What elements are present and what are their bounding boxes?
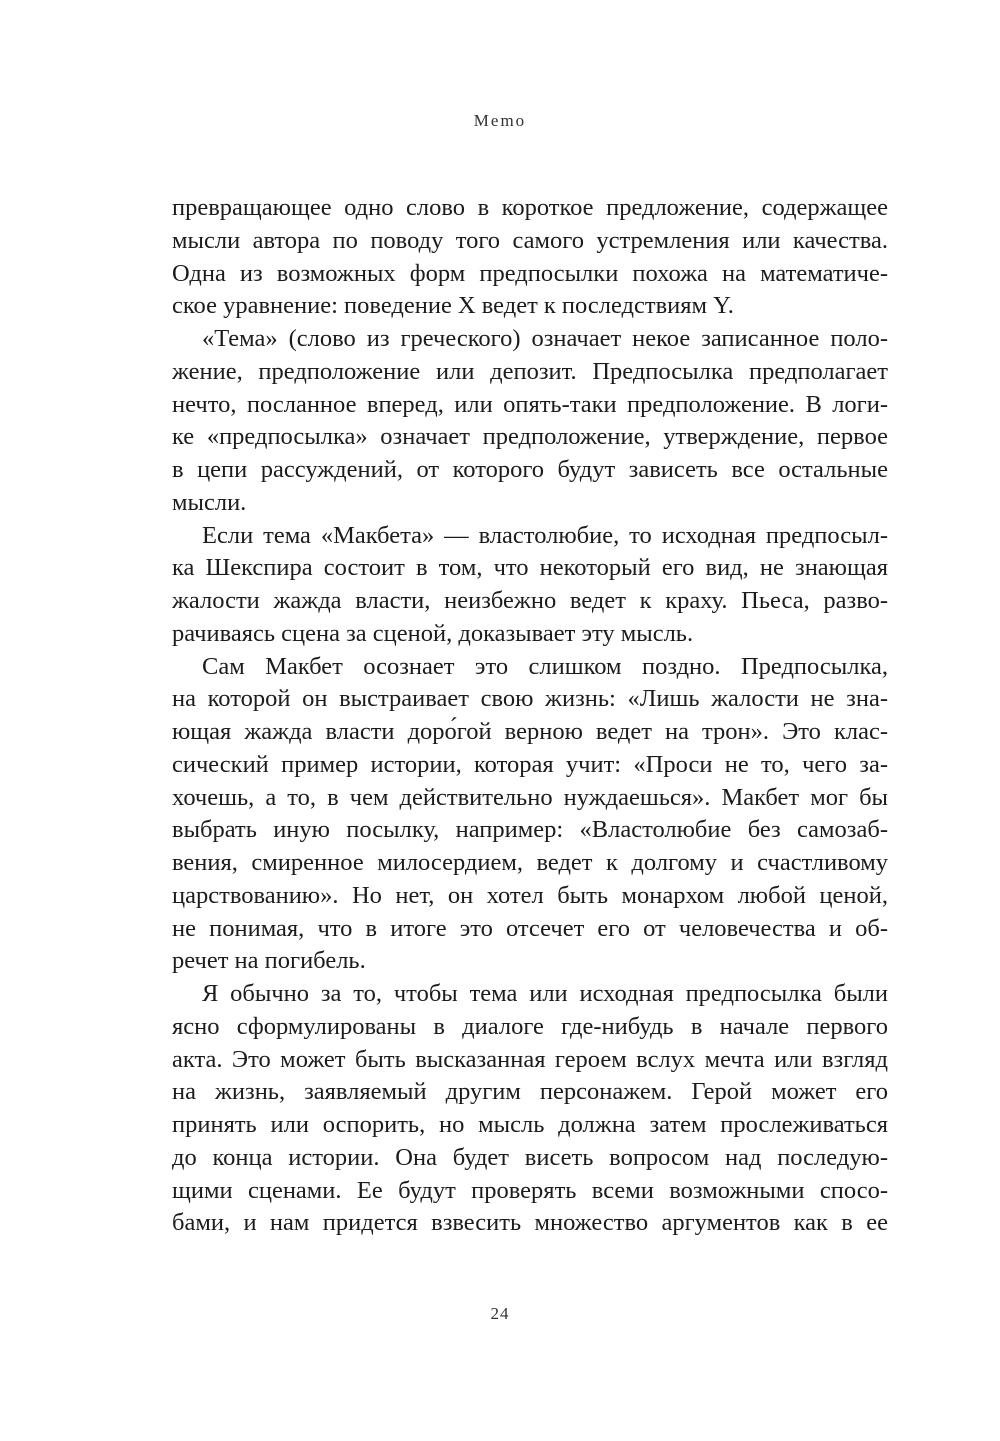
- text-line: в цепи рассуждений, от которого будут зависеть все остальные: [172, 456, 888, 483]
- text-line: рачиваясь сцена за сценой, доказывает эту мысль.: [172, 619, 694, 647]
- text-line: царствованию». Но нет, он хотел быть монархом любой ценой,: [172, 881, 888, 909]
- text-line: Одна из возможных форм предпосылки похожа на математиче-: [172, 259, 888, 287]
- text-line: сический пример истории, которая учит: «Проси не то, чего за-: [172, 750, 888, 778]
- text-line: Сам Макбет осознает это слишком поздно. Предпосылка,: [202, 652, 888, 680]
- text-line: ясно сформулированы в диалоге где-нибудь в начале первого: [172, 1012, 888, 1040]
- text-line: Если тема «Макбета» — властолюбие, то исходная предпосыл-: [202, 521, 888, 549]
- text-line: принять или оспорить, но мысль должна затем прослеживаться: [172, 1111, 888, 1138]
- running-head: Memo: [473, 111, 527, 130]
- text-line: ка Шекспира состоит в том, что некоторый его вид, не знающая: [172, 554, 888, 582]
- text-line: нечто, посланное вперед, или опять-таки предположение. В логи-: [172, 390, 888, 418]
- text-line: «Тема» (слово из греческого) означает некое записанное поло-: [202, 325, 888, 352]
- text-line: на жизнь, заявляемый другим персонажем. Герой может его: [172, 1078, 888, 1106]
- text-line: мысли автора по поводу того самого устремления или качества.: [172, 226, 888, 254]
- body-text: [172, 192, 888, 1240]
- text-line: речет на погибель.: [172, 947, 366, 975]
- page-number: 24: [490, 1304, 510, 1323]
- text-line: ющая жажда власти доро́гой верною ведет на трон». Это клас-: [172, 718, 888, 745]
- text-line: акта. Это может быть высказанная героем вслух мечта или взгляд: [172, 1045, 888, 1073]
- text-line: жалости жажда власти, неизбежно ведет к краху. Пьеса, разво-: [172, 587, 888, 614]
- text-line: вения, смиренное милосердием, ведет к долгому и счастливому: [172, 849, 888, 876]
- text-line: до конца истории. Она будет висеть вопросом над последую-: [172, 1143, 888, 1171]
- text-line: превращающее одно слово в короткое предложение, содержащее: [172, 194, 888, 221]
- text-line: щими сценами. Ее будут проверять всеми возможными спосо-: [172, 1176, 888, 1204]
- text-line: ское уравнение: поведение X ведет к последствиям Y.: [172, 292, 734, 320]
- text-line: не понимая, что в итоге это отсечет его от человечества и об-: [172, 914, 888, 942]
- text-line: Я обычно за то, чтобы тема или исходная предпосылка были: [202, 980, 888, 1007]
- text-line: мысли.: [172, 488, 247, 516]
- text-line: жение, предположение или депозит. Предпосылка предполагает: [172, 357, 888, 385]
- text-line: выбрать иную посылку, например: «Властолюбие без самозаб-: [172, 816, 888, 844]
- text-line: хочешь, а то, в чем действительно нуждаешься». Макбет мог бы: [172, 783, 888, 811]
- text-line: на которой он выстраивает свою жизнь: «Лишь жалости не зна-: [172, 685, 888, 713]
- text-line: ке «предпосылка» означает предположение, утверждение, первое: [172, 423, 888, 451]
- text-line: бами, и нам придется взвесить множество аргументов как в ее: [172, 1209, 888, 1237]
